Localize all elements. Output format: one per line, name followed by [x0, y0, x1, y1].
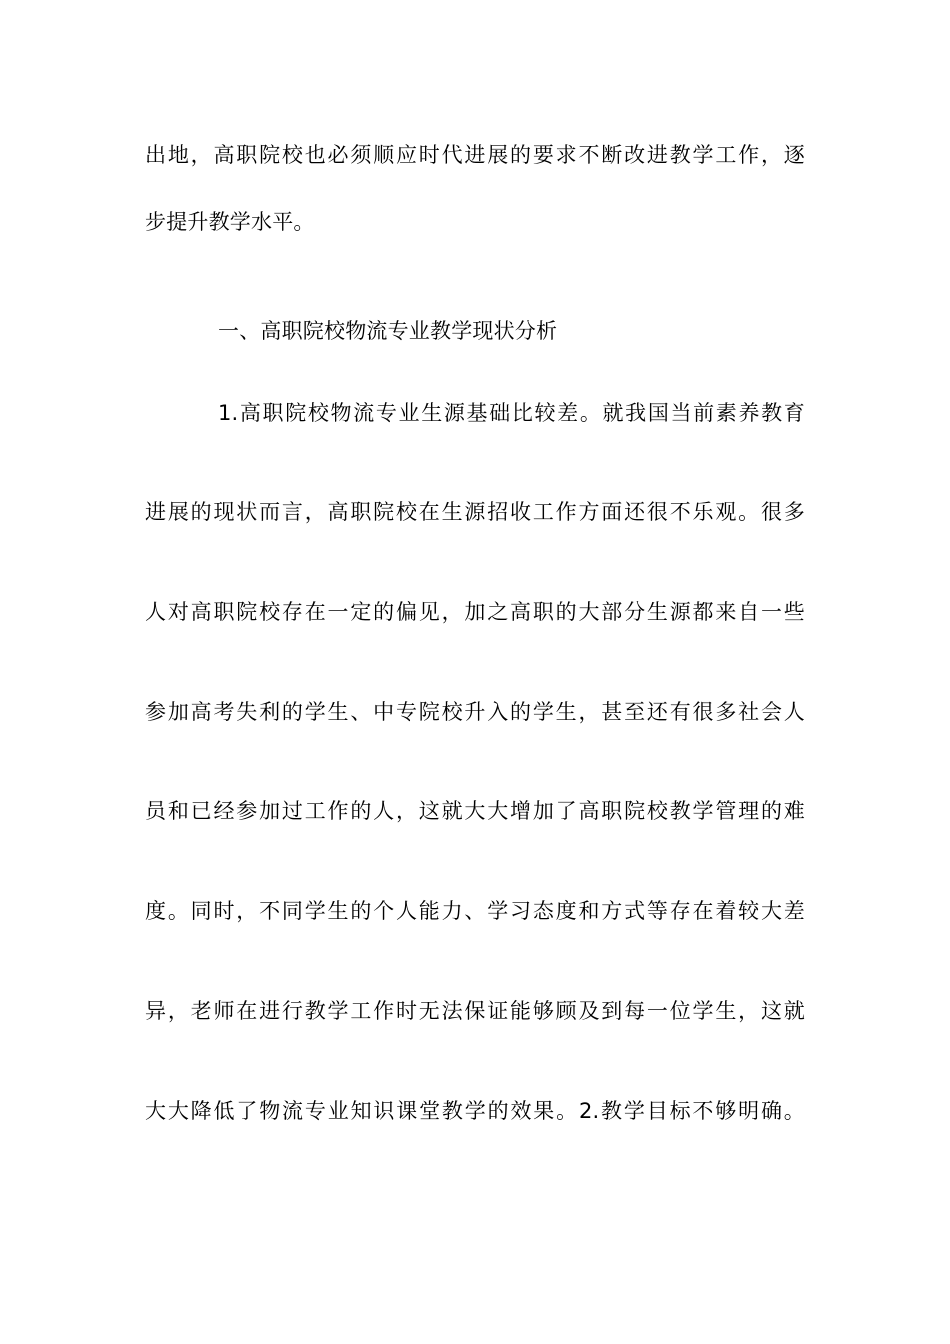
paragraph-line: 1.高职院校物流专业生源基础比较差。就我国当前素养教育 [218, 401, 805, 425]
paragraph-line: 步提升教学水平。 [145, 210, 315, 234]
section-heading: 一、高职院校物流专业教学现状分析 [218, 319, 558, 343]
paragraph-line: 员和已经参加过工作的人，这就大大增加了高职院校教学管理的难 [145, 799, 805, 823]
paragraph-line: 大大降低了物流专业知识课堂教学的效果。2.教学目标不够明确。 [145, 1099, 805, 1123]
paragraph-line: 进展的现状而言，高职院校在生源招收工作方面还很不乐观。很多 [145, 500, 805, 524]
paragraph-line: 参加高考失利的学生、中专院校升入的学生，甚至还有很多社会人 [145, 700, 805, 724]
paragraph-line: 异，老师在进行教学工作时无法保证能够顾及到每一位学生，这就 [145, 999, 805, 1023]
paragraph-line: 度。同时，不同学生的个人能力、学习态度和方式等存在着较大差 [145, 899, 805, 923]
paragraph-line: 出地，高职院校也必须顺应时代进展的要求不断改进教学工作，逐 [145, 143, 805, 167]
paragraph-line: 人对高职院校存在一定的偏见，加之高职的大部分生源都来自一些 [145, 600, 805, 624]
